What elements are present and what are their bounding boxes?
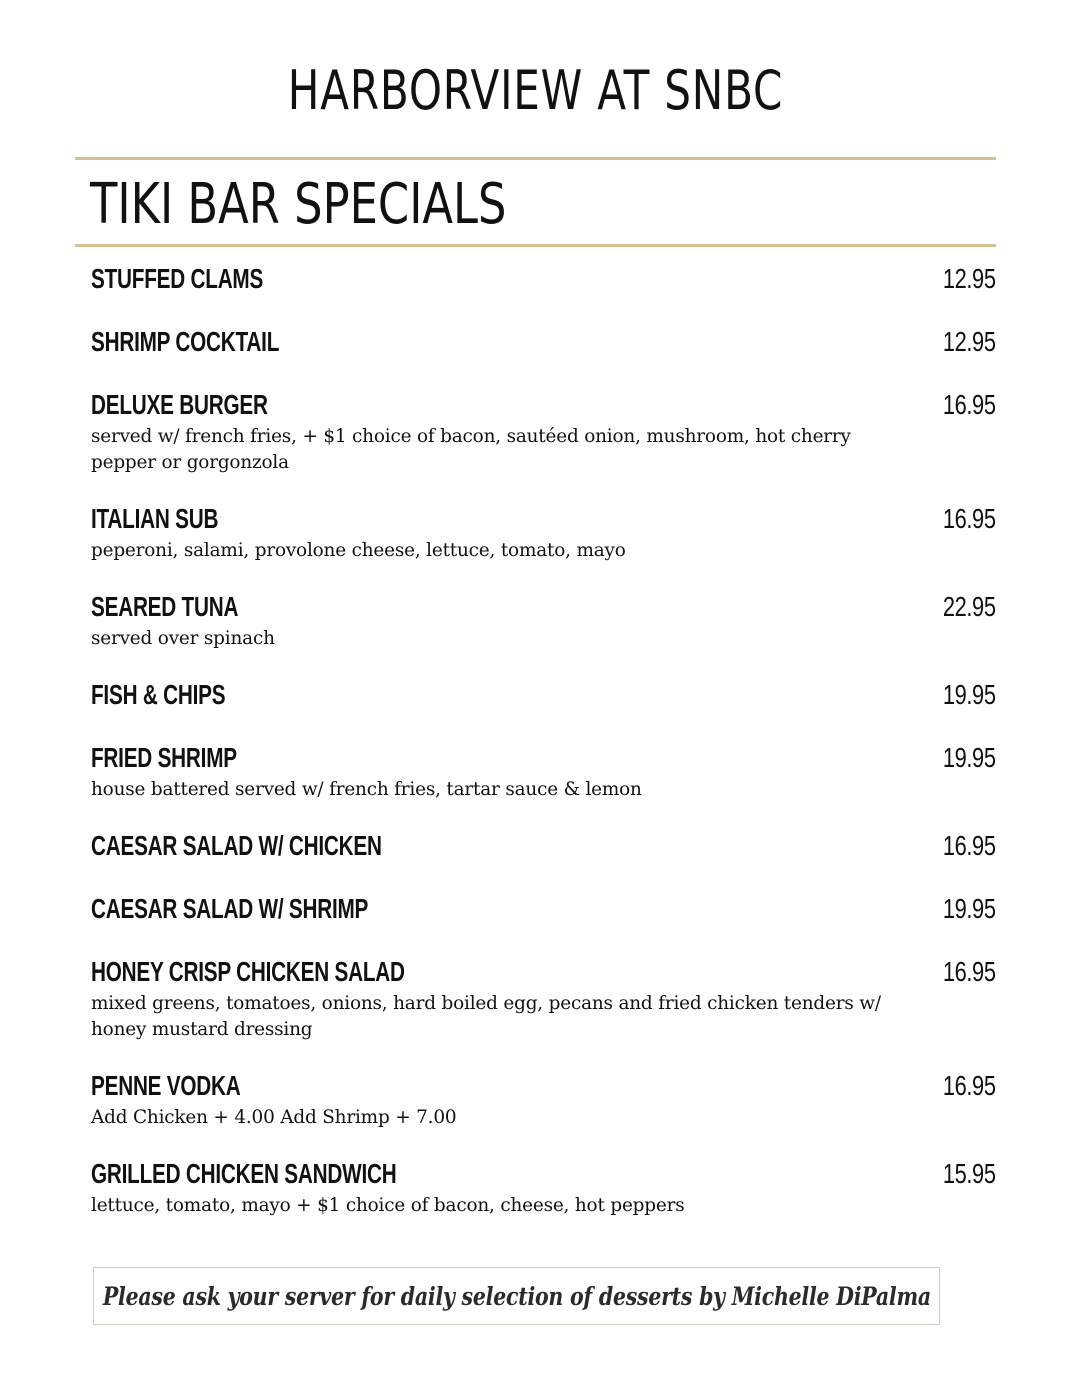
- menu-item-price: 16.95: [943, 503, 996, 534]
- menu-item-price: 15.95: [943, 1158, 996, 1189]
- menu-item: [91, 259, 996, 298]
- menu-item: [91, 322, 996, 361]
- menu-item: [91, 738, 996, 802]
- menu-item-name: GRILLED CHICKEN SANDWICH: [91, 1158, 397, 1189]
- menu-item-price: 12.95: [943, 263, 996, 294]
- menu-item-price: 12.95: [943, 326, 996, 357]
- menu-item-name: HONEY CRISP CHICKEN SALAD: [91, 956, 405, 987]
- menu-item-name: CAESAR SALAD W/ SHRIMP: [91, 893, 369, 924]
- menu-item-price: 16.95: [943, 956, 996, 987]
- menu-item-row: [91, 1066, 996, 1105]
- menu-item-name: SEARED TUNA: [91, 591, 239, 622]
- menu-item-row: [91, 499, 996, 538]
- menu-item-name: STUFFED CLAMS: [91, 263, 264, 294]
- menu-item-row: [91, 587, 996, 626]
- top-divider: [75, 157, 996, 160]
- menu-item-row: [91, 385, 996, 424]
- bottom-divider: [75, 244, 996, 247]
- menu-item-row: [91, 322, 996, 361]
- menu-item-row: [91, 889, 996, 928]
- menu-item-row: [91, 675, 996, 714]
- section-title: TIKI BAR SPECIALS: [90, 172, 507, 237]
- menu-item-price: 19.95: [943, 893, 996, 924]
- menu-item: [91, 587, 996, 651]
- menu-item-row: [91, 259, 996, 298]
- menu-item-price: 16.95: [943, 830, 996, 861]
- menu-item-row: [91, 1154, 996, 1193]
- menu-item: [91, 1066, 996, 1130]
- menu-item-name: DELUXE BURGER: [91, 389, 268, 420]
- menu-item: [91, 952, 996, 1042]
- dessert-note-box: [93, 1267, 940, 1325]
- menu-item: [91, 1154, 996, 1218]
- menu-item-row: [91, 738, 996, 777]
- menu-item-description: house battered served w/ french fries, tartar sauce & lemon: [91, 778, 642, 800]
- menu-item-price: 16.95: [943, 1070, 996, 1101]
- menu-item-price: 19.95: [943, 679, 996, 710]
- menu-item: [91, 385, 996, 475]
- menu-item-description: peperoni, salami, provolone cheese, lettuce, tomato, mayo: [91, 539, 626, 561]
- menu-item-name: FRIED SHRIMP: [91, 742, 237, 773]
- menu-item-name: FISH & CHIPS: [91, 679, 226, 710]
- menu-item-description: served over spinach: [91, 627, 275, 649]
- menu-item: [91, 675, 996, 714]
- menu-item: [91, 499, 996, 563]
- menu-item-name: PENNE VODKA: [91, 1070, 241, 1101]
- restaurant-name: HARBORVIEW AT SNBC: [287, 59, 784, 122]
- menu-item-price: 22.95: [943, 591, 996, 622]
- menu-item-description: lettuce, tomato, mayo + $1 choice of bacon, cheese, hot peppers: [91, 1194, 685, 1216]
- menu-list: [91, 259, 996, 1242]
- menu-item-description: served w/ french fries, + $1 choice of bacon, sautéed onion, mushroom, hot cherry pepper or gorgonzola: [91, 425, 851, 473]
- menu-item-description: mixed greens, tomatoes, onions, hard boiled egg, pecans and fried chicken tenders w/ honey mustard dressing: [91, 992, 881, 1040]
- menu-item-name: ITALIAN SUB: [91, 503, 219, 534]
- menu-item: [91, 889, 996, 928]
- dessert-note: Please ask your server for daily selection of desserts by Michelle DiPalma: [102, 1281, 931, 1311]
- menu-item-price: 19.95: [943, 742, 996, 773]
- menu-item-name: CAESAR SALAD W/ CHICKEN: [91, 830, 382, 861]
- menu-item-row: [91, 826, 996, 865]
- menu-item: [91, 826, 996, 865]
- menu-item-name: SHRIMP COCKTAIL: [91, 326, 280, 357]
- menu-item-description: Add Chicken + 4.00 Add Shrimp + 7.00: [91, 1106, 457, 1128]
- menu-item-row: [91, 952, 996, 991]
- menu-item-price: 16.95: [943, 389, 996, 420]
